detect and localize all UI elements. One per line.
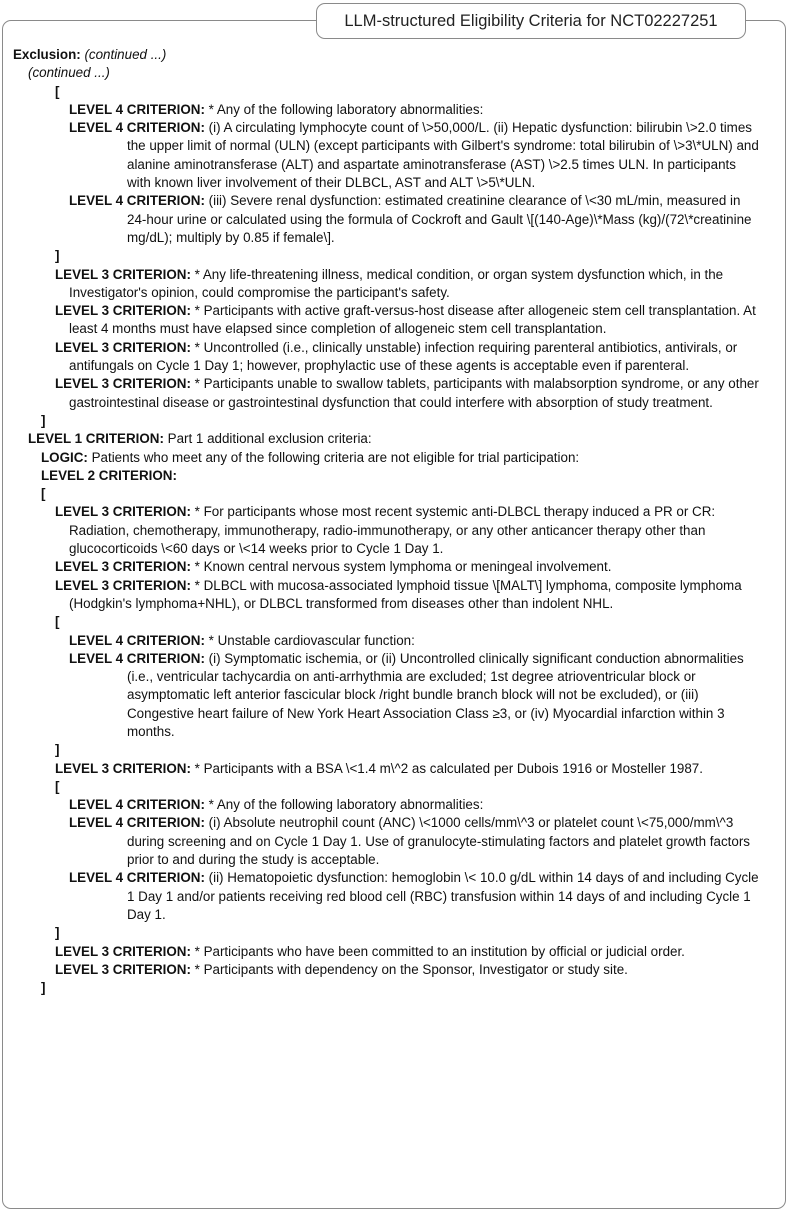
criterion-line [13,192,761,247]
criterion-text: (i) Symptomatic ischemia, or (ii) Uncontrolled clinically significant conduction abnormalities (i.e., ventricular tachycardia on anti-arrhythmia are excluded; 1st degree atrioventricular block or asymptomatic left anterior fascicular block /right bundle branch block will not be excluded), or (iii) Congestive heart failure of New York Heart Association Class ≥3, or (iv) Myocardial infarction within 3 months. [127,650,744,739]
criterion-text: * Uncontrolled (i.e., clinically unstable) infection requiring parenteral antibiotics, antivirals, or antifungals on Cycle 1 Day 1; however, prophylactic use of these agents is acceptable even if parenteral. [69,339,738,374]
criterion-line [13,339,761,376]
criterion-label: LEVEL 3 CRITERION: [55,961,191,977]
bracket-symbol: [ [55,778,60,794]
criterion-label: LEVEL 4 CRITERION: [69,193,205,209]
criterion-label: LEVEL 4 CRITERION: [69,815,205,831]
criterion-line [13,632,761,650]
criterion-label: LEVEL 3 CRITERION: [55,266,191,282]
criterion-text: (i) A circulating lymphocyte count of \>50,000/L. (ii) Hepatic dysfunction: bilirubin \>2.0 times the upper limit of normal (ULN) (except participants with Gilbert's syndrome: total bilirubin of \>3\*ULN) and alanine aminotransferase (ALT) and aspartate aminotransferase (AST) \>2.5 times ULN. In participants with known liver involvement of their DLBCL, AST and ALT \>5\*ULN. [127,120,759,191]
criterion-label: LEVEL 4 CRITERION: [69,632,205,648]
criterion-label: LEVEL 4 CRITERION: [69,650,205,666]
bracket-symbol: ] [55,925,60,941]
criterion-text: * For participants whose most recent systemic anti-DLBCL therapy induced a PR or CR: Radiation, chemotherapy, immunotherapy, radio-immunotherapy, or any other anticancer therapy other than glucocorticoids \<60 days or \<14 weeks prior to Cycle 1 Day 1. [69,504,716,557]
bracket-symbol: ] [55,742,60,758]
close-bracket [13,412,761,430]
criterion-label: LEVEL 3 CRITERION: [55,943,191,959]
criterion-label: LEVEL 3 CRITERION: [55,559,191,575]
criterion-text: (iii) Severe renal dysfunction: estimated creatinine clearance of \<30 mL/min, measured in 24-hour urine or calculated using the formula of Cockroft and Gault \[(140-Age)\*Mass (kg)/(72\*creatinine mg/dL); multiply by 0.85 if female\]. [127,193,752,245]
criterion-text: (ii) Hematopoietic dysfunction: hemoglobin \< 10.0 g/dL within 14 days of and including Cycle 1 Day 1 and/or patients receiving red blood cell (RBC) transfusion within 14 days of and including Cycle 1 Day 1. [127,870,759,922]
criterion-label: LOGIC: [41,449,88,465]
criterion-label: LEVEL 3 CRITERION: [55,339,191,355]
criterion-text: * Known central nervous system lymphoma or meningeal involvement. [190,559,612,575]
criterion-label: Exclusion: [13,47,81,62]
panel-title: LLM-structured Eligibility Criteria for NCT02227251 [316,3,746,39]
criterion-text: Part 1 additional exclusion criteria: [163,431,372,447]
criterion-line [13,467,761,485]
criterion-label: LEVEL 4 CRITERION: [69,120,205,136]
criterion-line [13,814,761,869]
criterion-label: LEVEL 3 CRITERION: [55,504,191,520]
criterion-label: LEVEL 3 CRITERION: [55,760,191,776]
criterion-label: LEVEL 4 CRITERION: [69,101,205,117]
open-bracket [13,485,761,503]
criterion-line [13,796,761,814]
criterion-label: LEVEL 4 CRITERION: [69,870,205,886]
bracket-symbol: [ [41,486,46,502]
open-bracket [13,613,761,631]
criterion-text: * Participants with dependency on the Sponsor, Investigator or study site. [190,961,628,977]
bracket-symbol: [ [55,614,60,630]
close-bracket [13,924,761,942]
criteria-content [13,46,761,997]
criterion-line [13,101,761,119]
criterion-label: LEVEL 3 CRITERION: [55,577,191,593]
criterion-line [13,449,761,467]
bracket-symbol: [ [55,83,60,99]
criterion-line [13,650,761,741]
criterion-label: LEVEL 4 CRITERION: [69,797,205,813]
bracket-symbol: ] [41,980,46,996]
criterion-line [13,375,761,412]
criterion-line [13,302,761,339]
criterion-label: LEVEL 2 CRITERION: [41,467,177,483]
criterion-text: * Any of the following laboratory abnormalities: [204,797,484,813]
criterion-text: * DLBCL with mucosa-associated lymphoid tissue \[MALT\] lymphoma, composite lymphoma (Hodgkin's lymphoma+NHL), or DLBCL transformed from diseases other than indolent NHL. [69,577,742,611]
close-bracket [13,741,761,759]
bracket-symbol: ] [41,412,46,428]
criterion-line [13,961,761,979]
criterion-text: * Unstable cardiovascular function: [204,632,415,648]
criterion-label: LEVEL 3 CRITERION: [55,303,191,319]
criterion-text: (continued ...) [80,47,167,62]
criterion-text: * Participants with active graft-versus-host disease after allogeneic stem cell transplantation. At least 4 months must have elapsed since completion of allogeneic stem cell transplantation. [69,303,756,337]
criterion-line [13,943,761,961]
criterion-line [13,558,761,576]
bracket-symbol: ] [55,248,60,264]
criterion-line [13,869,761,924]
criterion-line [13,577,761,614]
criterion-line [13,64,761,82]
criterion-text: * Participants with a BSA \<1.4 m\^2 as calculated per Dubois 1916 or Mosteller 1987. [190,760,703,776]
criterion-text: (continued ...) [28,65,110,81]
criterion-text: * Any of the following laboratory abnormalities: [204,101,484,117]
open-bracket [13,83,761,101]
close-bracket [13,979,761,997]
criterion-text: * Participants who have been committed to an institution by official or judicial order. [190,943,685,959]
criterion-line [13,430,761,448]
criterion-line [13,119,761,192]
criterion-text: (i) Absolute neutrophil count (ANC) \<1000 cells/mm\^3 or platelet count \<75,000/mm\^3 during screening and on Cycle 1 Day 1. Use of granulocyte-stimulating factors and platelet growth factors prior to and during the study is acceptable. [127,815,750,868]
open-bracket [13,778,761,796]
criterion-text: * Any life-threatening illness, medical condition, or organ system dysfunction which, in the Investigator's opinion, could compromise the participant's safety. [69,266,724,300]
criterion-line [13,503,761,558]
criterion-line [13,46,761,64]
criterion-label: LEVEL 1 CRITERION: [28,431,164,447]
criterion-text: Patients who meet any of the following criteria are not eligible for trial participation: [87,449,580,465]
close-bracket [13,247,761,265]
criterion-line [13,266,761,303]
criterion-text: * Participants unable to swallow tablets, participants with malabsorption syndrome, or any other gastrointestinal disease or gastrointestinal dysfunction that could interfere with absorption of study treatment. [69,376,759,410]
criterion-line [13,760,761,778]
criterion-label: LEVEL 3 CRITERION: [55,376,191,392]
